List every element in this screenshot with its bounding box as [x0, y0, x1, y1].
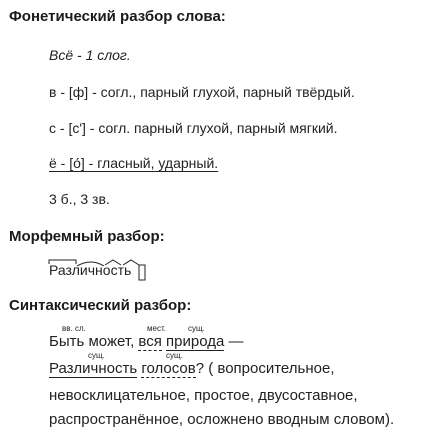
word-vsya: вся: [138, 333, 162, 350]
root-arc: [77, 262, 104, 266]
syntax-line-3: невосклицательное, простое, двусоставное,: [49, 387, 358, 404]
morphemic-heading: Морфемный разбор:: [9, 228, 165, 245]
syntactic-heading: Синтаксический разбор:: [9, 297, 192, 314]
question-tail: ? ( вопросительное,: [195, 360, 335, 377]
syntax-line-1: [49, 333, 243, 350]
suffix-mark-2: [123, 260, 139, 265]
syntax-line-2: [49, 360, 334, 377]
prefix-mark: [49, 260, 76, 264]
suffix-mark-1: [105, 260, 121, 265]
label-sushch-1: сущ.: [188, 324, 205, 333]
word-golosov: голосов: [141, 360, 196, 377]
label-sushch-3: сущ.: [166, 351, 183, 360]
label-vv-sl: вв. сл.: [62, 324, 86, 333]
word-byt-mozhet: Быть может: [49, 333, 131, 350]
phonetic-heading: Фонетический разбор слова:: [9, 8, 226, 25]
phonetic-summary: 3 б., 3 зв.: [49, 191, 110, 207]
morphemic-word-label: Различность: [49, 262, 132, 278]
phonetic-line-3: ё - [о́] - гласный, ударный.: [49, 155, 219, 171]
ending-box: [139, 265, 145, 280]
sep-comma: ,: [130, 333, 139, 350]
word-priroda: природа: [166, 333, 225, 350]
label-sushch-2: сущ.: [88, 351, 105, 360]
phonetic-word-line: Всё - 1 слог.: [49, 47, 131, 63]
morpheme-marks: [46, 258, 148, 284]
phonetic-line-2: с - [с'] - согл. парный глухой, парный мягкий.: [49, 120, 338, 136]
dash-tail: —: [224, 333, 244, 350]
syntax-line-4: распространённое, осложнено вводным словом).: [49, 411, 395, 428]
label-mest: мест.: [147, 324, 166, 333]
phonetic-line-1: в - [ф] - согл., парный глухой, парный твёрдый.: [49, 84, 355, 100]
word-razlichnost: Различность: [49, 360, 138, 377]
